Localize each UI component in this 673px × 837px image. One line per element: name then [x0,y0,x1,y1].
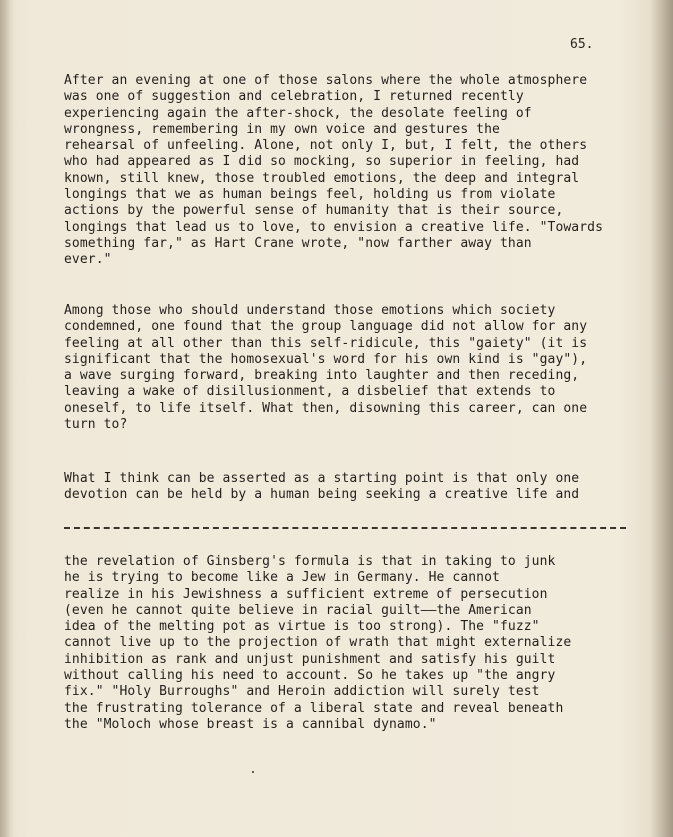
text-line: the "Moloch whose breast is a cannibal dynamo." [64,716,437,732]
text-line: What I think can be asserted as a starting point is that only one [64,471,580,486]
page-number: 65. [570,37,594,52]
text-line: realize in his Jewishness a sufficient extreme of persecution [64,586,548,602]
text-line: rehearsal of unfeeling. Alone, not only I, but, I felt, the others [64,138,588,154]
text-line: a wave surging forward, breaking into laughter and then receding, [64,368,580,384]
text-line: longings that lead us to love, to envision a creative life. "Towards [64,219,604,235]
text-line: was one of suggestion and celebration, I returned recently [64,89,524,105]
text-line: feeling at all other than this self-ridicule, this "gaiety" (it is [64,335,588,351]
text-line: ever." [64,252,112,268]
text-line: actions by the powerful sense of humanity that is their source, [64,203,564,219]
text-line: he is trying to become like a Jew in Germany. He cannot [64,570,500,586]
text-line: condemned, one found that the group language did not allow for any [64,319,588,335]
text-line: known, still knew, those troubled emotions, the deep and integral [64,170,580,186]
binding-shadow [0,0,14,837]
text-line: fix." "Holy Burroughs" and Heroin addiction will surely test [64,684,540,700]
text-line: longings that we as human beings feel, holding us from violate [64,187,556,203]
text-line: idea of the melting pot as virtue is too strong). The "fuzz" [64,619,540,635]
paragraph-emotions [64,303,634,433]
text-line: (even he cannot quite believe in racial guilt——the American [64,602,532,618]
text-line: without calling his need to account. So he takes up "the angry [64,668,556,684]
text-line: who had appeared as I did so mocking, so superior in feeling, had [64,154,580,170]
text-line: After an evening at one of those salons where the whole atmosphere [64,73,588,88]
text-line: significant that the homosexual's word for his own kind is "gay"), [64,351,588,367]
text-line: turn to? [64,417,128,433]
paragraph-salons [64,73,634,269]
text-line: devotion can be held by a human being seeking a creative life and [64,487,580,503]
text-line: oneself, to life itself. What then, disowning this career, can one [64,400,588,416]
text-line: the revelation of Ginsberg's formula is that in taking to junk [64,554,556,569]
text-line: the frustrating tolerance of a liberal state and reveal beneath [64,700,564,716]
text-line: wrongness, remembering in my own voice and gestures the [64,121,500,137]
paragraph-starting-point [64,471,634,504]
text-line: inhibition as rank and unjust punishment and satisfy his guilt [64,651,556,667]
text-line: something far," as Hart Crane wrote, "now farther away than [64,235,532,251]
text-line: Among those who should understand those emotions which society [64,303,556,318]
text-line: experiencing again the after-shock, the desolate feeling of [64,105,532,121]
text-line: cannot live up to the projection of wrath that might externalize [64,635,572,651]
paragraph-ginsberg [64,554,634,733]
text-line: leaving a wake of disillusionment, a disbelief that extends to [64,384,556,400]
dashed-divider [64,527,626,529]
ink-speck [252,771,254,773]
